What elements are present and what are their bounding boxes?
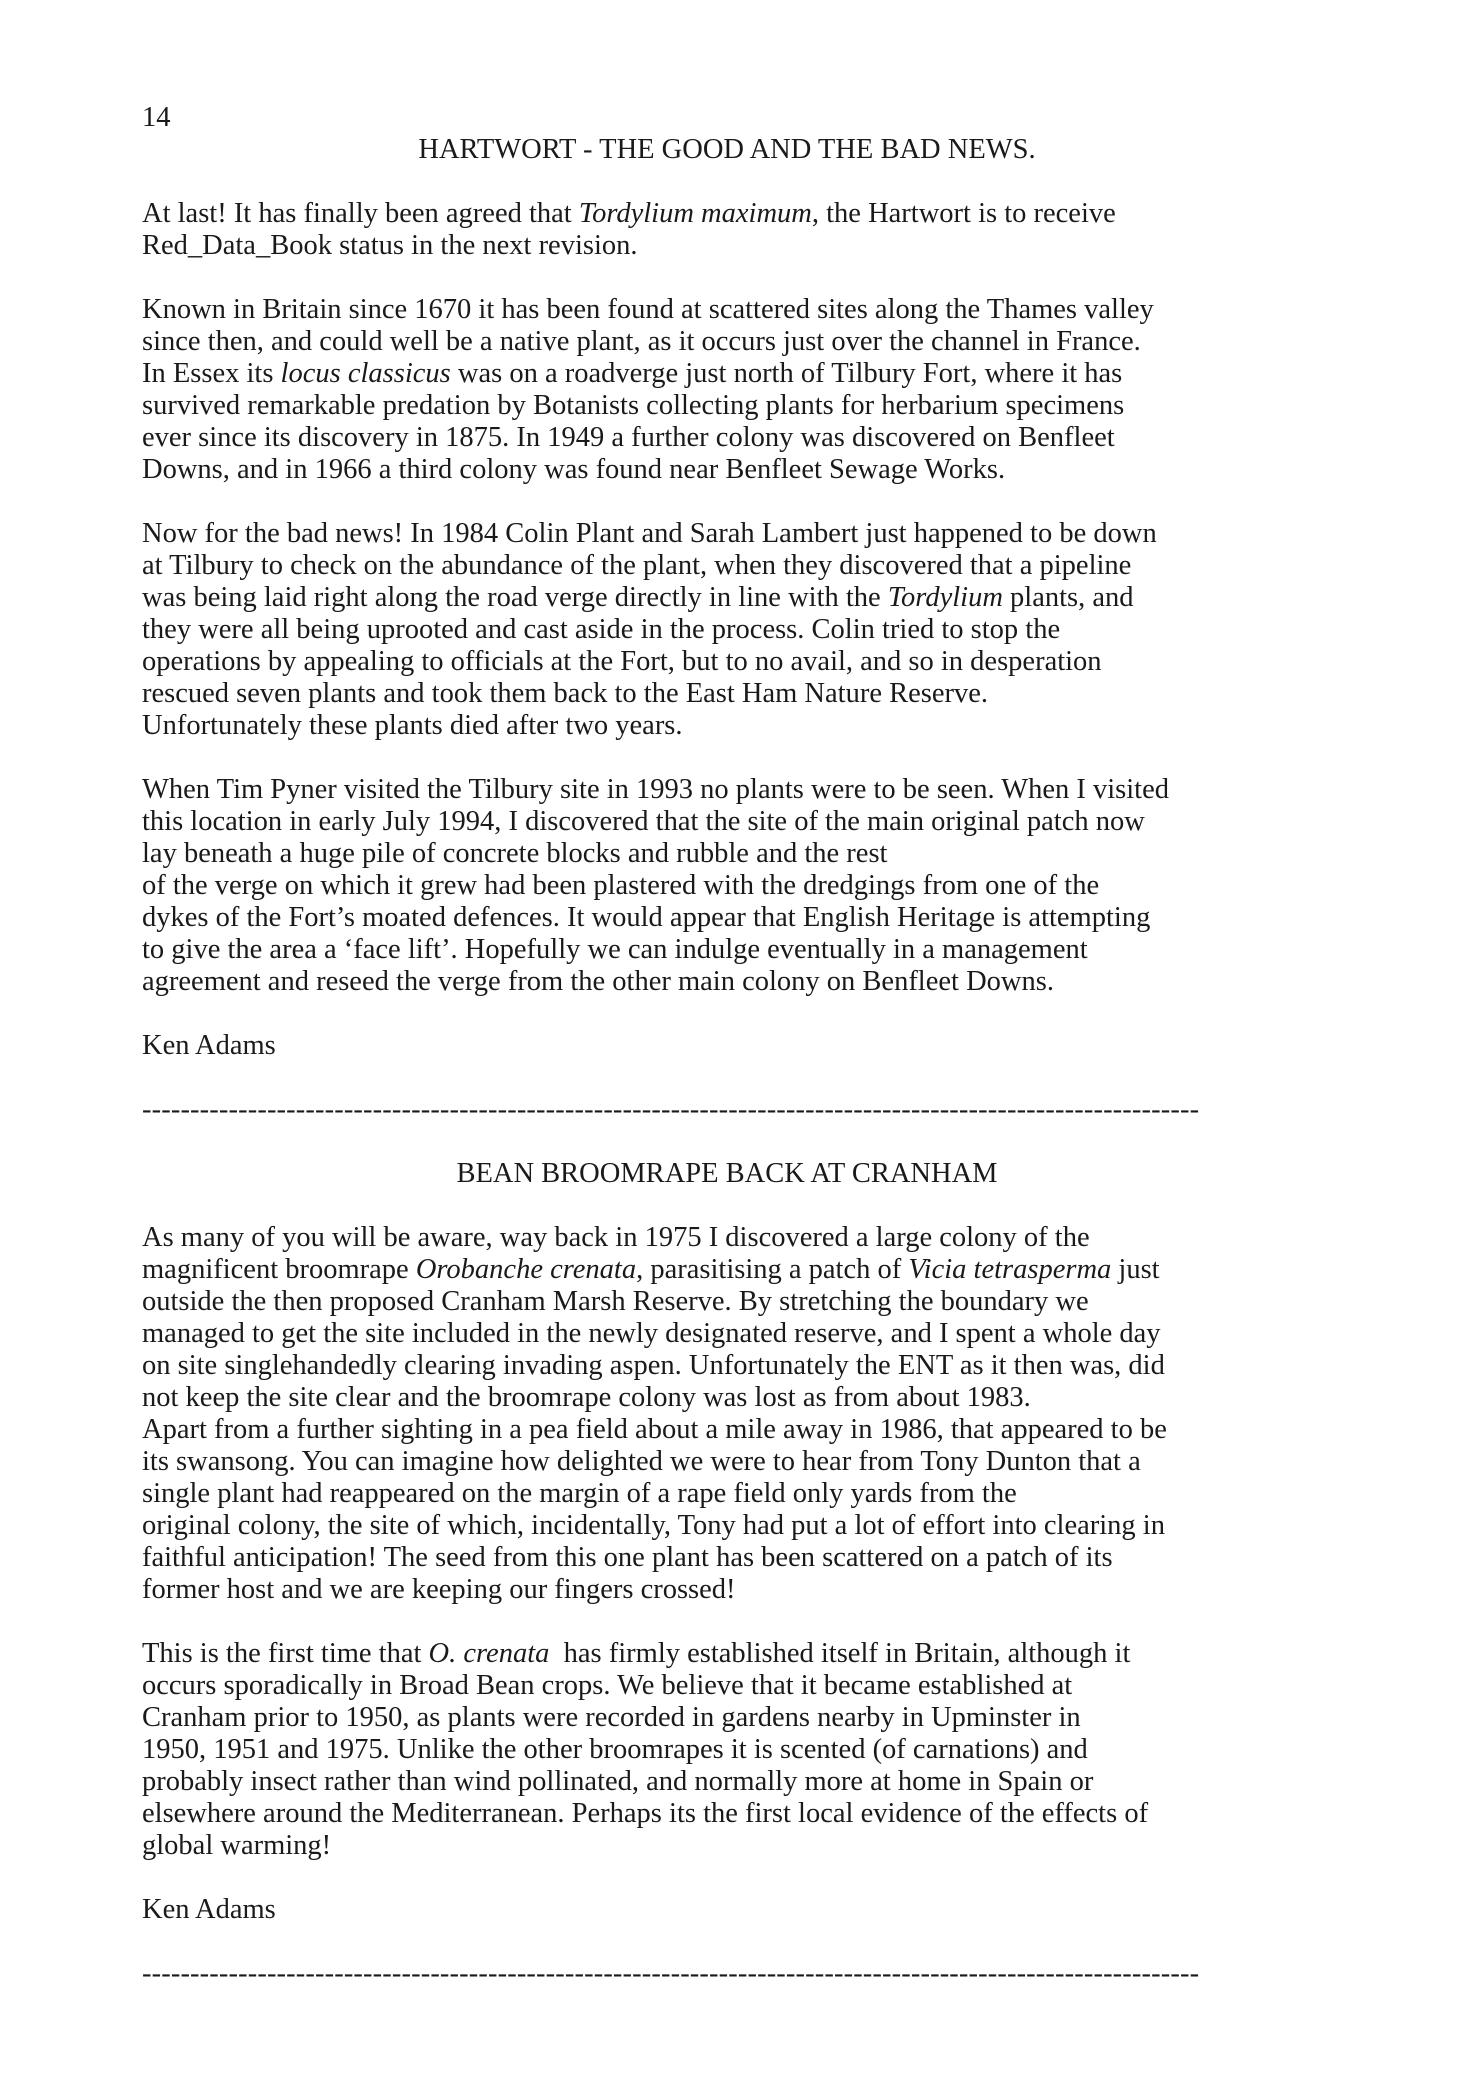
dashed-separator: --------------------------------------------------------------------------------------------------------------: [142, 1958, 1200, 1989]
text-line: Known in Britain since 1670 it has been found at scattered sites along the Thames valley: [142, 294, 1154, 325]
hartwort-paragraph-1: [142, 198, 1332, 262]
text-line: at Tilbury to check on the abundance of the plant, when they discovered that a pipeline: [142, 550, 1132, 581]
text-line: Downs, and in 1966 a third colony was found near Benfleet Sewage Works.: [142, 454, 1006, 485]
text-line: rescued seven plants and took them back to the East Ham Nature Reserve.: [142, 678, 989, 709]
text-line: Red_Data_Book status in the next revision.: [142, 230, 638, 261]
text-line: on site singlehandedly clearing invading aspen. Unfortunately the ENT as it then was, did: [142, 1350, 1165, 1381]
text-line: 1950, 1951 and 1975. Unlike the other broomrapes it is scented (of carnations) and: [142, 1734, 1088, 1765]
text-line: they were all being uprooted and cast aside in the process. Colin tried to stop the: [142, 614, 1061, 645]
text-line: dykes of the Fort’s moated defences. It would appear that English Heritage is attempting: [142, 902, 1151, 933]
species-name: Tordylium maximum: [578, 198, 812, 229]
text-line: lay beneath a huge pile of concrete blocks and rubble and the rest: [142, 838, 888, 869]
text-line: Apart from a further sighting in a pea field about a mile away in 1986, that appeared to be: [142, 1414, 1167, 1445]
text-line: Unfortunately these plants died after two years.: [142, 710, 683, 741]
text-line: global warming!: [142, 1830, 332, 1861]
text-line: was being laid right along the road verge directly in line with the Tordylium plants, and: [142, 582, 1134, 613]
text-line: outside the then proposed Cranham Marsh Reserve. By stretching the boundary we: [142, 1286, 1089, 1317]
dashed-separator: --------------------------------------------------------------------------------------------------------------: [142, 1094, 1200, 1125]
broomrape-paragraph-1: [142, 1222, 1332, 1606]
species-name: Orobanche crenata: [415, 1254, 637, 1285]
text-line: former host and we are keeping our fingers crossed!: [142, 1574, 736, 1605]
text-line: agreement and reseed the verge from the other main colony on Benfleet Downs.: [142, 966, 1054, 997]
text-line: When Tim Pyner visited the Tilbury site in 1993 no plants were to be seen. When I visited: [142, 774, 1169, 805]
article-title-broomrape: BEAN BROOMRAPE BACK AT CRANHAM: [456, 1158, 998, 1189]
hartwort-paragraph-2: [142, 294, 1332, 486]
text-line: In Essex its locus classicus was on a roadverge just north of Tilbury Fort, where it has: [142, 358, 1123, 389]
text-line: faithful anticipation! The seed from this one plant has been scattered on a patch of its: [142, 1542, 1113, 1573]
hartwort-paragraph-3: [142, 518, 1332, 742]
text-line: Now for the bad news! In 1984 Colin Plant and Sarah Lambert just happened to be down: [142, 518, 1157, 549]
text-line: ever since its discovery in 1875. In 1949 a further colony was discovered on Benfleet: [142, 422, 1115, 453]
text-line: this location in early July 1994, I discovered that the site of the main original patch now: [142, 806, 1145, 837]
text-line: original colony, the site of which, incidentally, Tony had put a lot of effort into clearing in: [142, 1510, 1165, 1541]
text-line: magnificent broomrape Orobanche crenata, parasitising a patch of Vicia tetrasperma just: [142, 1254, 1160, 1285]
latin-term: locus classicus: [280, 358, 451, 389]
text-line: its swansong. You can imagine how delighted we were to hear from Tony Dunton that a: [142, 1446, 1141, 1477]
text-line: survived remarkable predation by Botanists collecting plants for herbarium specimens: [142, 390, 1125, 421]
text-line: to give the area a ‘face lift’. Hopefully we can indulge eventually in a management: [142, 934, 1088, 965]
text-line: single plant had reappeared on the margin of a rape field only yards from the: [142, 1478, 1017, 1509]
text-line: elsewhere around the Mediterranean. Perhaps its the first local evidence of the effects of: [142, 1798, 1149, 1829]
text-line: not keep the site clear and the broomrape colony was lost as from about 1983.: [142, 1382, 1031, 1413]
author-signature: Ken Adams: [142, 1030, 276, 1061]
species-name: O. crenata: [428, 1638, 550, 1669]
text-line: occurs sporadically in Broad Bean crops. We believe that it became established at: [142, 1670, 1073, 1701]
hartwort-paragraph-4: [142, 774, 1332, 998]
text-line: probably insect rather than wind pollinated, and normally more at home in Spain or: [142, 1766, 1094, 1797]
text-line: This is the first time that O. crenata has firmly established itself in Britain, although it: [142, 1638, 1131, 1669]
article-title-hartwort: HARTWORT - THE GOOD AND THE BAD NEWS.: [418, 134, 1036, 165]
species-name: Vicia tetrasperma: [908, 1254, 1112, 1285]
broomrape-paragraph-2: [142, 1638, 1332, 1862]
author-signature: Ken Adams: [142, 1894, 276, 1925]
text-line: managed to get the site included in the newly designated reserve, and I spent a whole day: [142, 1318, 1161, 1349]
text-line: of the verge on which it grew had been plastered with the dredgings from one of the: [142, 870, 1100, 901]
page-number: 14: [142, 102, 171, 133]
text-line: As many of you will be aware, way back in 1975 I discovered a large colony of the: [142, 1222, 1090, 1253]
species-name: Tordylium: [887, 582, 1003, 613]
text-line: operations by appealing to officials at the Fort, but to no avail, and so in desperation: [142, 646, 1102, 677]
text-line: since then, and could well be a native plant, as it occurs just over the channel in France.: [142, 326, 1141, 357]
text-line: At last! It has finally been agreed that Tordylium maximum, the Hartwort is to receive: [142, 198, 1116, 229]
text-line: Cranham prior to 1950, as plants were recorded in gardens nearby in Upminster in: [142, 1702, 1081, 1733]
